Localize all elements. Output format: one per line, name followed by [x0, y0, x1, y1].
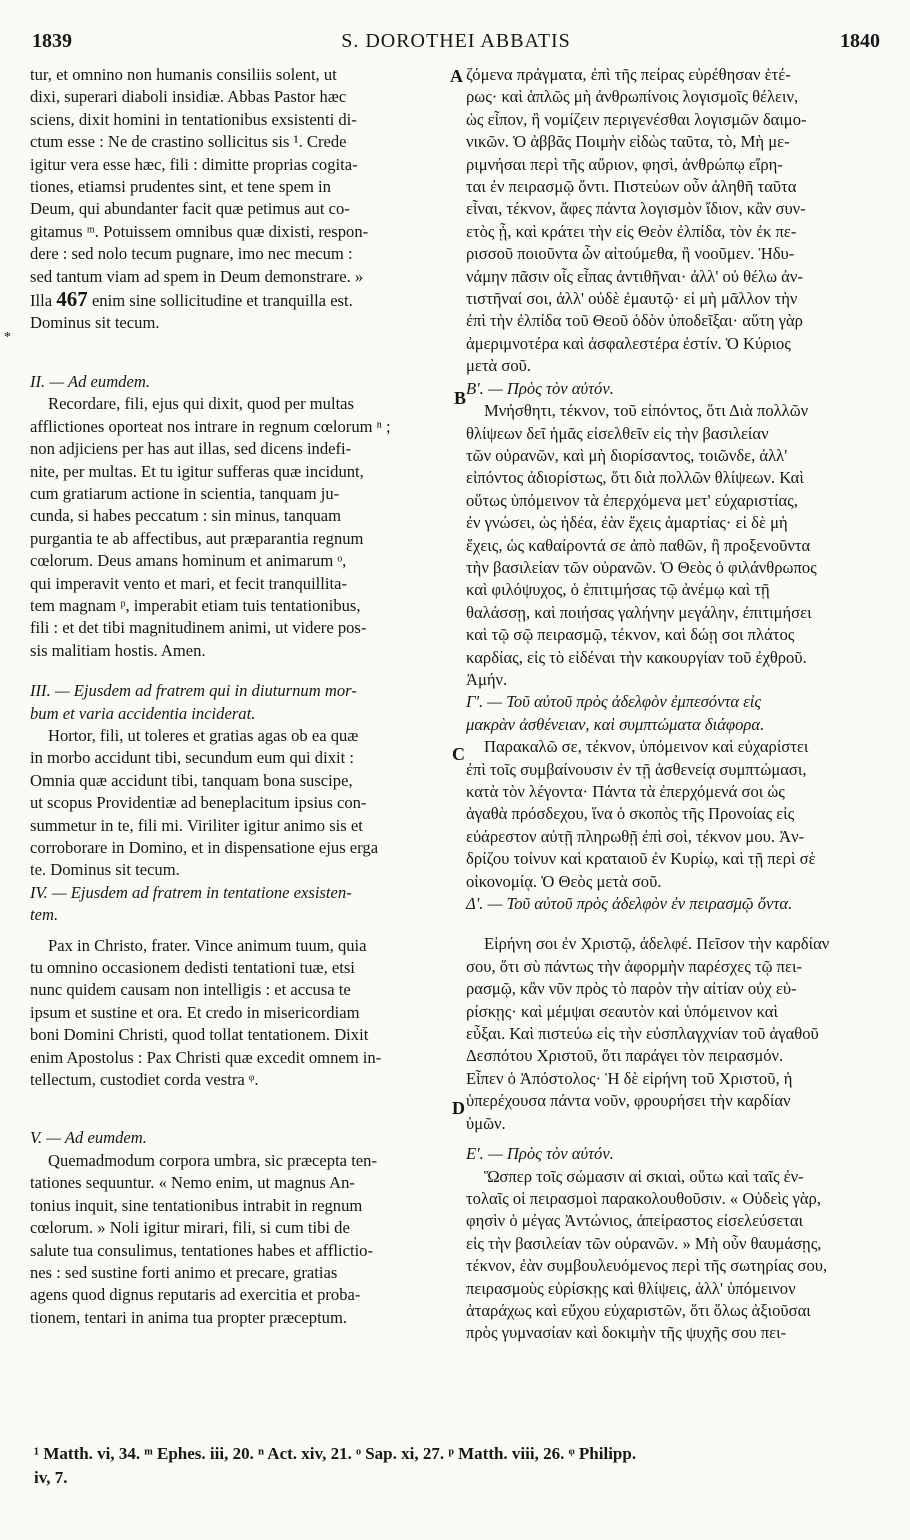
text-line: fili : et det tibi magnitudinem animi, ut videre pos-: [30, 618, 367, 638]
text-line: ζόμενα πράγματα, ἐπὶ τῆς πείρας εὑρέθησαν ἑτέ-: [466, 65, 791, 84]
greek-column: [466, 64, 884, 1345]
text-line: agens quod dignus reputaris ad exercitia et proba-: [30, 1285, 361, 1305]
text-line: ἐπὶ τὴν ἐλπίδα τοῦ Θεοῦ ὁδὸν ὑποδεῖξαι· αὕτη γὰρ: [466, 311, 803, 331]
text-line: boni Domini Christi, quod tollat tentationem. Dixit: [30, 1025, 369, 1045]
greek-heading-4: Δ'. — Τοῦ αὐτοῦ πρὸς ἀδελφὸν ἐν πειρασμῷ ὄντα.: [466, 894, 793, 914]
latin-paragraph-3: [30, 725, 450, 882]
greek-paragraph-2: [466, 400, 884, 691]
text-line: corroborare in Domino, et in dispensatione ejus erga: [30, 838, 379, 857]
text-line: φησὶν ὁ μέγας Ἀντώνιος, ἀπείραστος εἰσελεύσεται: [466, 1211, 804, 1231]
text-line: τὴν βασιλείαν τῶν οὐρανῶν. Ὁ Θεὸς ὁ φιλάνθρωπος: [466, 557, 817, 577]
text-line: nes : sed sustine forti animo et precare, gratias: [30, 1262, 338, 1282]
margin-letter-a: A: [450, 66, 463, 86]
column-number: 467: [56, 287, 88, 312]
text-line: σου, ὅτι σὺ πάντως τὴν ἀφορμὴν παρέσχες τῷ πει-: [466, 956, 802, 976]
text-line: cœlorum. Deus amans hominum et animarum ᵒ,: [30, 551, 347, 571]
text-line: ipsum et sustine et ora. Et credo in misericordiam: [30, 1002, 360, 1022]
text-line: θλίψεων δεῖ ἡμᾶς εἰσελθεῖν εἰς τὴν βασιλείαν: [466, 423, 769, 443]
heading-line: IV. — Ejusdem ad fratrem in tentatione exsisten-: [30, 882, 352, 902]
text-line: tiones, etiamsi prudentes sint, et tene spem in: [30, 177, 331, 197]
text-line: tem magnam ᵖ, imperabit etiam tuis tentationibus,: [30, 595, 361, 615]
latin-paragraph-1: [30, 64, 450, 335]
text-line: εὐάρεστον αὐτῇ πληρωθῇ ἐπὶ σοὶ, τέκνον μου. Ἀν-: [466, 826, 805, 846]
margin-letter-d: D: [452, 1098, 465, 1118]
text-line: ρισσοῦ ποιοῦντα ὧν αἰτούμεθα, ἢ νοοῦμεν. Ἠδυ-: [466, 244, 795, 264]
text-line: καὶ τῷ σῷ πειρασμῷ, τέκνον, καὶ δώῃ σοι πλάτος: [466, 625, 795, 645]
text-line: cum gratiarum actione in scientia, tanquam ju-: [30, 483, 340, 503]
text-line: sis malitiam hostis. Amen.: [30, 640, 206, 660]
text-line: ἀμεριμνοτέρα καὶ ἀσφαλεστέρα ἐστίν. Ὁ Κύριος: [466, 333, 791, 353]
greek-paragraph-1: [466, 64, 884, 378]
heading-line: tem.: [30, 905, 59, 925]
heading-line: bum et varia accidentia inciderat.: [30, 703, 256, 723]
text-line: afflictiones oporteat nos intrare in regnum cœlorum ⁿ ;: [30, 416, 391, 436]
text-line: te. Dominus sit tecum.: [30, 860, 180, 880]
text-line: purgantia te ab affectibus, aut præparantia regnum: [30, 528, 364, 548]
text-line: Μνήσθητι, τέκνον, τοῦ εἰπόντος, ὅτι Διὰ πολλῶν: [484, 401, 809, 421]
text-line: καρδίας, εἰς τὸ εἰδέναι τὴν κακουργίαν τοῦ ἐχθροῦ.: [466, 647, 807, 667]
text-line: Recordare, fili, ejus qui dixit, quod per multas: [48, 394, 354, 414]
text-line: θαλάσσῃ, καὶ ποιήσας γαλήνην μεγάλην, ἐπιτιμήσει: [466, 602, 812, 622]
footnote-line: ¹ Matth. vi, 34. ᵐ Ephes. iii, 20. ⁿ Act. xiv, 21. ᵒ Sap. xi, 27. ᵖ Matth. viii, 26. ᵠ Philipp.: [34, 1444, 637, 1463]
text-line: in morbo accidunt tibi, secundum eum qui dixit :: [30, 748, 354, 768]
text-line: Omnia quæ accidunt tibi, tanquam bona suscipe,: [30, 770, 353, 790]
text-line: tellectum, custodiet corda vestra ᵠ.: [30, 1070, 259, 1090]
footnote-line: iv, 7.: [34, 1468, 68, 1487]
text-line: Εἰρήνη σοι ἐν Χριστῷ, ἀδελφέ. Πεῖσον τὴν καρδίαν: [484, 934, 830, 954]
text-line: Ἀμήν.: [466, 669, 508, 689]
footnotes: [34, 1442, 884, 1490]
latin-heading-4: [30, 882, 450, 927]
heading-line: μακρὰν ἀσθένειαν, καὶ συμπτώματα διάφορα.: [466, 714, 765, 734]
running-title: S. DOROTHEI ABBATIS: [341, 30, 571, 52]
text-line: tationes sequuntur. « Nemo enim, ut magnus An-: [30, 1173, 355, 1193]
text-line: ctum esse : Ne de crastino sollicitus sis ¹. Crede: [30, 132, 347, 152]
text-line: εἶναι, τέκνον, ἄφες πάντα λογισμὸν ἴδιον, κἂν συν-: [466, 199, 806, 219]
text-line: enim sine sollicitudine et tranquilla est.: [91, 291, 353, 311]
text-line: cœlorum. » Noli igitur mirari, fili, si cum tibi de: [30, 1218, 350, 1238]
left-page-number: 1839: [32, 30, 72, 52]
text-line: tur, et omnino non humanis consiliis solent, ut: [30, 65, 337, 84]
text-line: summetur in te, fili mi. Viriliter igitur animo sis et: [30, 815, 363, 835]
text-line: κατὰ τὸν λέγοντα· Πάντα τὰ ἐπερχόμενά σοι ὡς: [466, 782, 785, 801]
text-line: gitamus ᵐ. Potuissem omnibus quæ dixisti, respon-: [30, 221, 369, 241]
text-line: dere : sed nolo tecum pugnare, imo nec mecum :: [30, 244, 353, 264]
text-line: πειρασμοὺς εὑρίσκῃς καὶ θλίψεις, ἀλλ' ὑπόμεινον: [466, 1278, 796, 1298]
text-line: εἰς τὴν βασιλείαν τῶν οὐρανῶν. » Μὴ οὖν θαυμάσῃς,: [466, 1233, 822, 1253]
text-line: ἐπὶ τοῖς συμβαίνουσιν ἐν τῇ ἀσθενείᾳ συμπτώμασι,: [466, 759, 807, 779]
text-line: ἀγαθὰ πρόσδεχου, ἵνα ὁ σκοπὸς τῆς Προνοίας εἰς: [466, 804, 795, 824]
latin-heading-3: [30, 680, 450, 725]
text-line: ὑμῶν.: [466, 1113, 506, 1133]
text-line: εἰπόντος ἀδιορίστως, ὅτι διὰ πολλῶν θλίψεων. Καὶ: [466, 468, 804, 488]
text-line: Δεσπότου Χριστοῦ, ὅτι παράγει τὸν πειρασμόν.: [466, 1046, 784, 1066]
greek-heading-5: Ε'. — Πρὸς τὸν αὐτόν.: [466, 1144, 614, 1164]
text-line: πρὸς γυμνασίαν καὶ δοκιμὴν τῆς ψυχῆς σου πει-: [466, 1323, 787, 1343]
text-line: dixi, superari diaboli insidiæ. Abbas Pastor hæc: [30, 87, 347, 107]
text-line: μετὰ σοῦ.: [466, 356, 531, 376]
text-line: τέκνον, ἐὰν συμβουλευόμενος περὶ τῆς σωτηρίας σου,: [466, 1256, 828, 1276]
text-line: Dominus sit tecum.: [30, 313, 160, 333]
greek-heading-2: Β'. — Πρὸς τὸν αὐτόν.: [466, 378, 614, 398]
text-line: Ὥσπερ τοῖς σώμασιν αἱ σκιαὶ, οὕτω καὶ ταῖς ἐν-: [484, 1166, 804, 1186]
text-line: ἐν γνώσει, ὡς ἡδέα, ἐὰν ἔχεις ἁμαρτίας· εἰ δὲ μὴ: [466, 513, 788, 533]
text-line: enim Apostolus : Pax Christi quæ excedit omnem in-: [30, 1047, 382, 1067]
greek-paragraph-3: [466, 736, 884, 893]
text-line: Hortor, fili, ut toleres et gratias agas ob ea quæ: [48, 725, 359, 745]
text-line: οἰκονομίᾳ. Ὁ Θεὸς μετὰ σοῦ.: [466, 871, 662, 891]
text-line: τῶν οὐρανῶν, καὶ μὴ διορίσαντος, τοιῶνδε, ἀλλ': [466, 445, 788, 465]
margin-letter-c: C: [452, 744, 465, 764]
text-line: Εἶπεν ὁ Ἀπόστολος· Ἡ δὲ εἰρήνη τοῦ Χριστοῦ, ἡ: [466, 1068, 793, 1088]
text-line: cunda, si habes peccatum : sin minus, tanquam: [30, 506, 342, 526]
latin-heading-5: V. — Ad eumdem.: [30, 1128, 147, 1148]
text-line: ρίσκῃς· καὶ μέμψαι σεαυτὸν καὶ ὑπόμεινον καὶ: [466, 1001, 778, 1021]
text-line: τιστῆναί σοι, ἀλλ' οὐδὲ ἐμαυτῷ· εἰ μὴ μᾶλλον τὴν: [466, 289, 798, 309]
text-line: νικῶν. Ὁ ἀββᾶς Ποιμὴν εἰδὼς ταῦτα, τὸ, Μὴ με-: [466, 132, 790, 152]
text-line: igitur vera esse hæc, fili : dimitte proprias cogita-: [30, 154, 358, 174]
right-page-number: 1840: [840, 30, 880, 52]
text-line: nite, per multas. Et tu igitur sufferas quæ incidunt,: [30, 461, 364, 481]
text-line: Παρακαλῶ σε, τέκνον, ὑπόμεινον καὶ εὐχαρίστει: [484, 737, 809, 757]
margin-asterisk: *: [4, 330, 11, 345]
text-line: non adjiciens per has aut illas, sed dicens indefi-: [30, 439, 352, 459]
text-line: sciens, dixit homini in tentationibus exsistenti di-: [30, 109, 357, 129]
text-line: τολαῖς οἱ πειρασμοὶ παρακολουθοῦσιν. « Οὐδεὶς γὰρ,: [466, 1188, 821, 1208]
heading-line: Γ'. — Τοῦ αὐτοῦ πρὸς ἀδελφὸν ἐμπεσόντα εἰς: [466, 692, 762, 712]
text-line: ριμνήσαι περὶ τῆς αὔριον, φησὶ, ἀνθρώπῳ εἴρη-: [466, 154, 783, 174]
text-line: καὶ φιλόψυχος, ὁ ἐπιτιμήσας τῷ ἀνέμῳ καὶ τῇ: [466, 580, 770, 600]
latin-paragraph-5: [30, 1150, 450, 1329]
text-line: ut scopus Providentiæ ad beneplacitum ipsius con-: [30, 793, 367, 813]
text-line: ἀταράχως καὶ εὔχου εὐχαριστῶν, ὅτι ὅλως ἀξιοῦσαι: [466, 1300, 811, 1320]
text-line: νάμην πᾶσιν οἷς εἶπας ἀντιθῆναι· ἀλλ' οὐ θέλω ἀν-: [466, 266, 803, 286]
text-line: tu omnino occasionem dedisti tentationi tuæ, etsi: [30, 958, 355, 978]
latin-heading-2: II. — Ad eumdem.: [30, 371, 150, 391]
text-line: ρως· καὶ ἁπλῶς μὴ ἀνθρωπίνοις λογισμοῖς θέλειν,: [466, 87, 799, 107]
text-line: salute tua consulimus, tentationes habes et afflictio-: [30, 1240, 373, 1260]
margin-letter-b: B: [454, 388, 467, 408]
text-line: ρασμῷ, κἂν νῦν πρὸς τὸ παρὸν τὴν αἰτίαν οὐχ εὑ-: [466, 979, 797, 999]
text-line: nunc quidem causam non intelligis : et accusa te: [30, 980, 351, 1000]
text-line: tionem, tentari in anima tua propter præceptum.: [30, 1307, 348, 1327]
latin-column: [30, 64, 450, 1329]
text-line: tonius inquit, sine tentationibus intrabit in regnum: [30, 1195, 363, 1215]
heading-line: III. — Ejusdem ad fratrem qui in diuturnum mor-: [30, 681, 357, 701]
text-line: οὕτως ὑπόμεινον τὰ ἐπερχόμενα μετ' εὐχαριστίας,: [466, 490, 798, 510]
text-line: Quemadmodum corpora umbra, sic præcepta ten-: [48, 1150, 377, 1170]
text-line: qui imperavit vento et mari, et fecit tranquillita-: [30, 573, 348, 593]
text-line: Deum, qui abundanter facit quæ petimus aut co-: [30, 199, 350, 219]
text-line: ὡς εἶπον, ἢ νομίζειν περιγενέσθαι λογισμῶν δαιμο-: [466, 109, 807, 129]
text-line: ἔχεις, ὡς καθαίροντά σε ἀπὸ παθῶν, ἢ προξενοῦντα: [466, 535, 811, 555]
text-line: ετὸς ᾖ, καὶ κράτει τὴν εἰς Θεὸν ἐλπίδα, τὸν ἐκ πε-: [466, 221, 797, 241]
text-line: εὖξαι. Καὶ πιστεύω εἰς τὴν εὐσπλαγχνίαν τοῦ ἀγαθοῦ: [466, 1024, 819, 1044]
text-line: Illa: [30, 291, 53, 311]
latin-paragraph-2: [30, 393, 450, 662]
text-line: ὑπερέχουσα πάντα νοῦν, φρουρήσει τὴν καρδίαν: [466, 1091, 791, 1111]
text-line: ται ἐν πειρασμῷ ὄντι. Πιστεύων οὖν ἀληθῆ ταῦτα: [466, 177, 797, 197]
greek-paragraph-4: [466, 933, 884, 1135]
greek-paragraph-5: [466, 1166, 884, 1345]
text-line: δρίζου τοίνυν καὶ κραταιοῦ ἐν Κυρίῳ, καὶ τῇ περὶ σὲ: [466, 849, 816, 869]
greek-heading-3: [466, 691, 884, 736]
text-line: sed tantum viam ad spem in Deum demonstrare. »: [30, 266, 364, 286]
text-line: Pax in Christo, frater. Vince animum tuum, quia: [48, 935, 367, 955]
page-header: [30, 30, 882, 60]
latin-paragraph-4: [30, 935, 450, 1092]
